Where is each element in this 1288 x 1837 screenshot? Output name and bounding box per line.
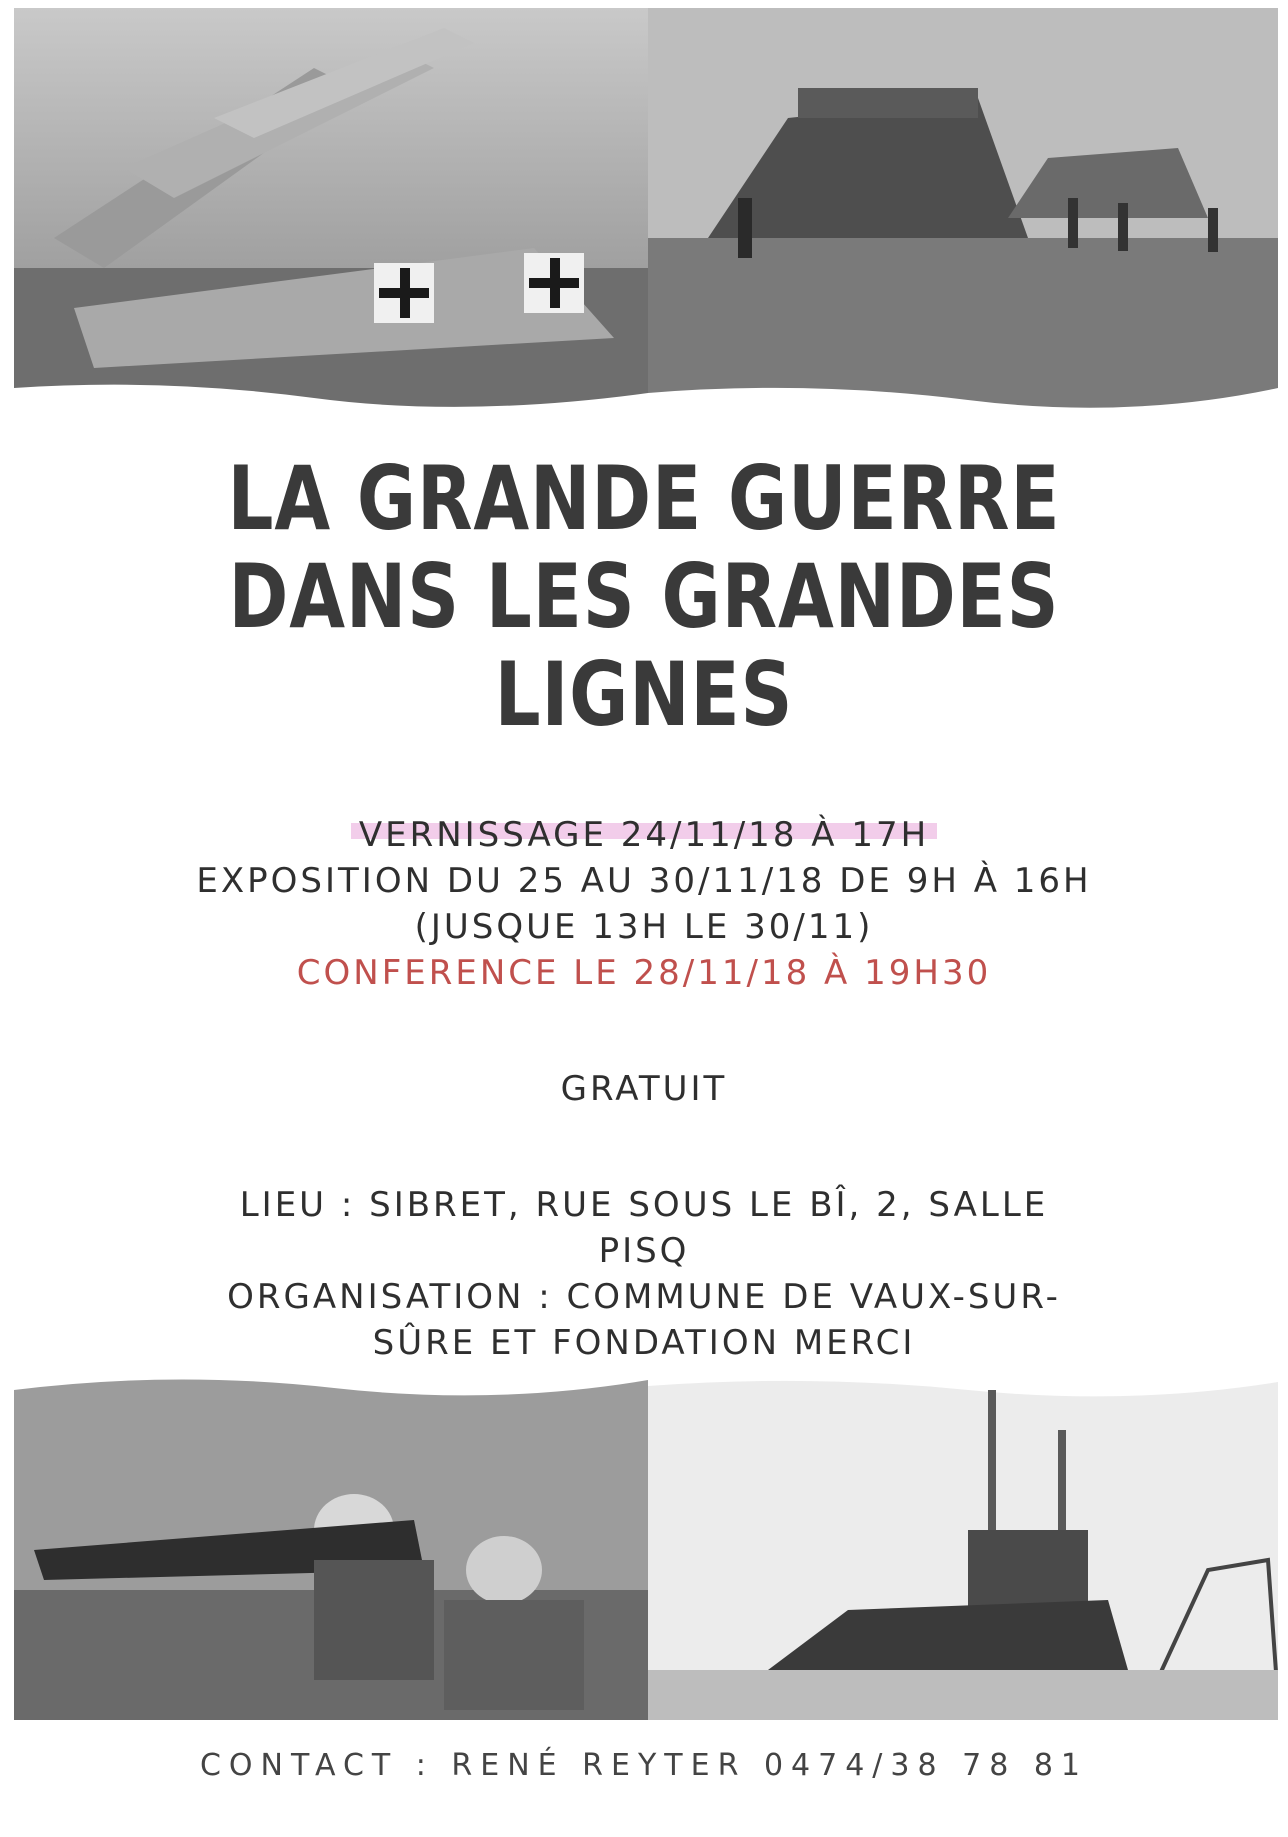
vernissage-text: VERNISSAGE 24/11/18 À 17H [351,815,937,855]
poster-title [116,447,1172,746]
shipwreck-photo [648,1370,1278,1720]
tanks-photo [648,8,1278,408]
price-text: GRATUIT [560,1069,728,1109]
biplanes-photo [14,8,648,408]
lieu-text-1: LIEU : SIBRET, RUE SOUS LE BÎ, 2, SALLE [239,1185,1049,1225]
exposition-note: (JUSQUE 13H LE 30/11) [414,907,874,947]
title-line-1: LA GRANDE GUERRE [227,447,1061,550]
conference-text: CONFERENCE LE 28/11/18 À 19H30 [296,953,992,993]
lieu-text-2: PISQ [598,1231,690,1271]
organisation-text-1: ORGANISATION : COMMUNE DE VAUX-SUR- [227,1277,1061,1317]
event-info [0,812,1288,1366]
exposition-text: EXPOSITION DU 25 AU 30/11/18 DE 9H À 16H [196,861,1092,901]
title-line-2: DANS LES GRANDES [228,545,1060,648]
machine-gunners-photo [14,1370,648,1720]
contact-text: CONTACT : RENÉ REYTER 0474/38 78 81 [199,1748,1088,1783]
organisation-text-2: SÛRE ET FONDATION MERCI [372,1323,916,1363]
title-line-3: LIGNES [494,643,794,746]
